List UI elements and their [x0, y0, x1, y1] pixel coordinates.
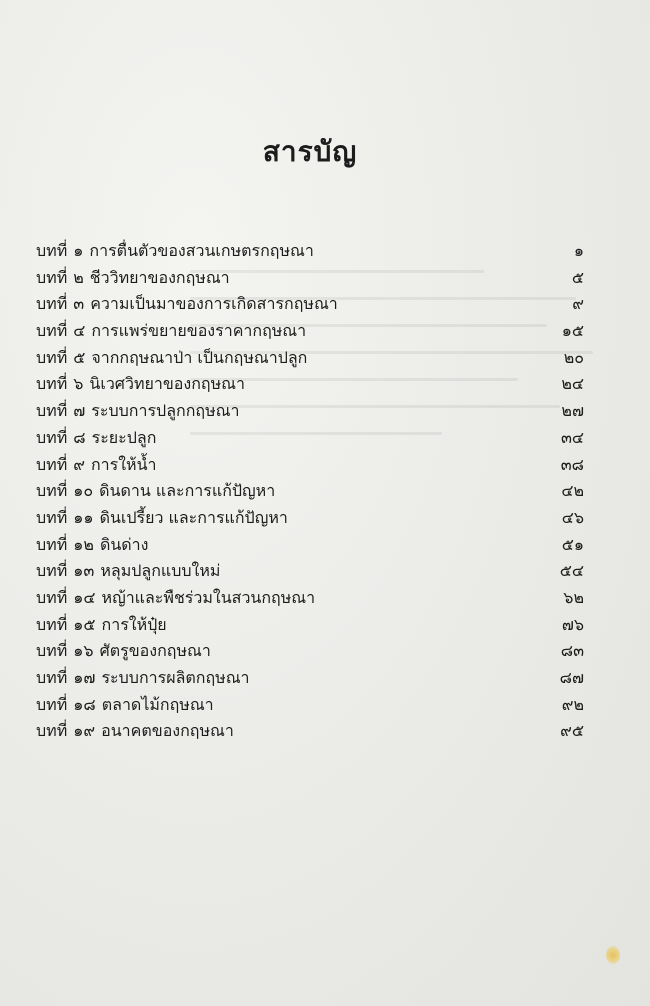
toc-entry	[36, 692, 584, 719]
chapter-label: บทที่	[36, 668, 68, 687]
chapter-title: การให้น้ำ	[90, 454, 157, 474]
chapter-title: หญ้าและพืชร่วมในสวนกฤษณา	[101, 587, 316, 607]
chapter-title: การแพร่ขยายของราคากฤษณา	[91, 321, 307, 341]
toc-entry	[36, 558, 584, 585]
page-number: ๘๗	[559, 668, 584, 687]
chapter-title: การให้ปุ๋ย	[101, 614, 167, 634]
chapter-number: ๑๕	[73, 614, 96, 634]
toc-entry	[36, 425, 584, 452]
chapter-label: บทที่	[36, 534, 68, 554]
table-of-contents	[36, 238, 584, 745]
chapter-label: บทที่	[36, 561, 68, 581]
chapter-number: ๑๘	[73, 694, 96, 714]
toc-entry	[36, 291, 584, 318]
toc-entry	[36, 665, 584, 692]
chapter-number: ๑	[73, 241, 84, 260]
page-number: ๙๒	[561, 694, 584, 714]
chapter-title: นิเวศวิทยาของกฤษณา	[89, 374, 245, 394]
chapter-label: บทที่	[36, 401, 68, 421]
toc-entry	[36, 478, 584, 505]
page-number: ๑๕	[561, 321, 584, 341]
page-number: ๗๖	[561, 614, 584, 634]
chapter-label: บทที่	[36, 321, 68, 341]
page-title: สารบัญ	[262, 135, 358, 168]
chapter-number: ๖	[73, 374, 84, 394]
chapter-title: ชีววิทยาของกฤษณา	[89, 267, 230, 287]
chapter-label: บทที่	[36, 614, 68, 634]
toc-entry	[36, 638, 584, 665]
chapter-title: ตลาดไม้กฤษณา	[101, 694, 214, 714]
page-number: ๕๔	[559, 561, 584, 581]
chapter-number: ๘	[73, 427, 86, 447]
toc-entry	[36, 345, 584, 372]
chapter-title: ดินดาน และการแก้ปัญหา	[99, 481, 276, 501]
toc-entry	[36, 265, 584, 292]
chapter-label: บทที่	[36, 454, 68, 474]
chapter-label: บทที่	[36, 267, 68, 287]
chapter-label: บทที่	[36, 507, 68, 527]
chapter-number: ๑๑	[73, 507, 94, 527]
paper-stain	[606, 946, 620, 964]
toc-entry	[36, 532, 584, 559]
page-number: ๑	[573, 241, 584, 260]
chapter-title: จากกฤษณาป่า เป็นกฤษณาปลูก	[91, 347, 308, 367]
chapter-title: ความเป็นมาของการเกิดสารกฤษณา	[90, 294, 338, 314]
chapter-number: ๙	[73, 454, 85, 474]
toc-entry	[36, 371, 584, 398]
chapter-title: ศัตรูของกฤษณา	[99, 641, 211, 661]
chapter-title: ระบบการปลูกกฤษณา	[91, 401, 240, 421]
page-number: ๒๔	[561, 374, 584, 394]
page-number: ๙	[572, 294, 584, 314]
toc-entry	[36, 398, 584, 425]
toc-entry	[36, 612, 584, 639]
page-number: ๒๗	[561, 401, 584, 421]
chapter-title: การตื่นตัวของสวนเกษตรกฤษณา	[89, 241, 314, 260]
page-number: ๔๖	[561, 507, 584, 527]
chapter-label: บทที่	[36, 587, 68, 607]
chapter-label: บทที่	[36, 347, 68, 367]
chapter-title: ดินด่าง	[99, 534, 149, 554]
toc-entry	[36, 585, 584, 612]
toc-entry	[36, 238, 584, 265]
chapter-number: ๑๓	[73, 561, 95, 581]
toc-entry	[36, 718, 584, 745]
page-number: ๘๓	[560, 641, 584, 661]
chapter-title: ระบบการผลิตกฤษณา	[101, 668, 250, 687]
chapter-label: บทที่	[36, 694, 68, 714]
chapter-label: บทที่	[36, 294, 68, 314]
chapter-title: อนาคตของกฤษณา	[101, 721, 234, 741]
chapter-title: หลุมปลูกแบบใหม่	[100, 561, 221, 581]
chapter-label: บทที่	[36, 374, 68, 394]
chapter-label: บทที่	[36, 641, 68, 661]
chapter-number: ๑๔	[73, 587, 96, 607]
chapter-number: ๒	[73, 267, 84, 287]
toc-entry	[36, 318, 584, 345]
chapter-number: ๔	[73, 321, 86, 341]
toc-entry	[36, 505, 584, 532]
chapter-label: บทที่	[36, 427, 68, 447]
chapter-title: ระยะปลูก	[91, 427, 157, 447]
page-number: ๒๐	[563, 347, 584, 367]
chapter-label: บทที่	[36, 241, 68, 260]
chapter-label: บทที่	[36, 721, 68, 741]
chapter-number: ๑๗	[73, 668, 96, 687]
chapter-number: ๑๒	[73, 534, 94, 554]
page-number: ๓๔	[560, 427, 584, 447]
page-number: ๖๒	[563, 587, 584, 607]
chapter-number: ๓	[73, 294, 85, 314]
chapter-number: ๑๙	[73, 721, 96, 741]
chapter-label: บทที่	[36, 481, 68, 501]
page-number: ๕	[571, 267, 584, 287]
page-number: ๔๒	[561, 481, 584, 501]
chapter-number: ๕	[73, 347, 86, 367]
page-number: ๕๑	[561, 534, 584, 554]
chapter-number: ๑๐	[73, 481, 94, 501]
chapter-title: ดินเปรี้ยว และการแก้ปัญหา	[99, 507, 288, 527]
chapter-number: ๗	[73, 401, 86, 421]
page-number: ๓๘	[560, 454, 584, 474]
page-number: ๙๕	[560, 721, 584, 741]
chapter-number: ๑๖	[73, 641, 94, 661]
toc-entry	[36, 452, 584, 479]
